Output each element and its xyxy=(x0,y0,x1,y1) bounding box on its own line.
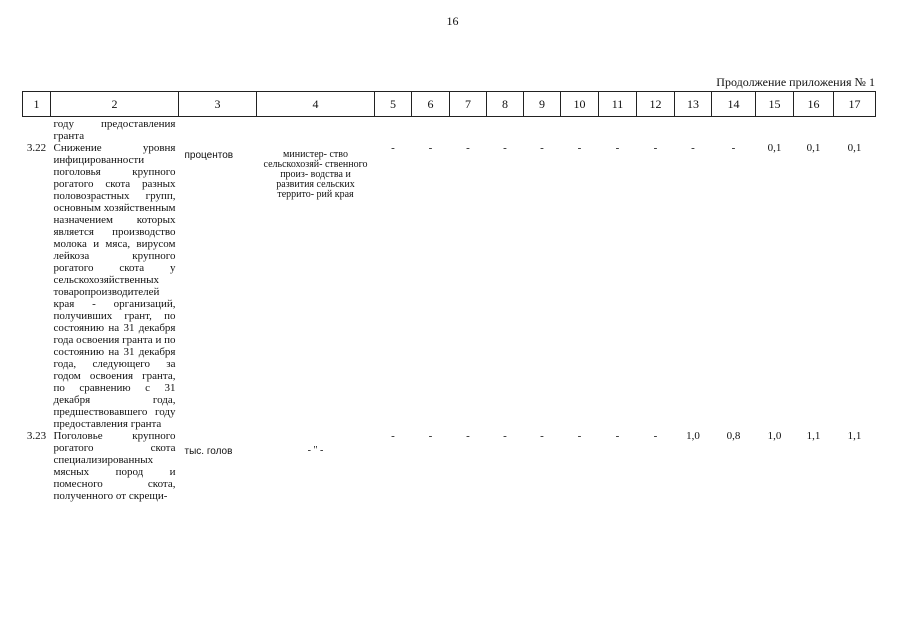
column-header: 10 xyxy=(561,92,599,117)
value-cell: - xyxy=(577,142,582,154)
indicator-name: году предоставления гранта xyxy=(53,118,176,142)
value-cell: 0,1 xyxy=(847,142,862,154)
value-cell: 1,0 xyxy=(767,430,782,442)
value-cell: - xyxy=(466,430,470,442)
executor-cell: министер- ство сельскохозяй- ственного произ- водства и развития сельских террито- рий края xyxy=(263,149,368,200)
column-numbers-row xyxy=(23,92,876,117)
value-cell: 0,1 xyxy=(767,142,782,154)
value-cell: - xyxy=(428,142,433,154)
value-cell: - xyxy=(391,142,395,154)
column-header: 15 xyxy=(756,92,794,117)
column-header: 12 xyxy=(637,92,675,117)
column-header: 4 xyxy=(257,92,375,117)
indicators-table xyxy=(22,91,876,502)
value-cell: 1,0 xyxy=(686,430,700,442)
value-cell: 0,1 xyxy=(806,142,821,154)
column-header: 8 xyxy=(487,92,524,117)
column-header: 17 xyxy=(834,92,876,117)
column-header: 7 xyxy=(450,92,487,117)
value-cell: - xyxy=(540,142,544,154)
page-number: 16 xyxy=(446,14,459,28)
unit-cell: процентов xyxy=(184,150,234,161)
table-row xyxy=(23,117,876,143)
table-row xyxy=(23,430,876,502)
value-cell: - xyxy=(503,142,507,154)
value-cell: - xyxy=(653,142,658,154)
value-cell: 1,1 xyxy=(806,430,821,442)
indicator-name: Снижение уровня инфицированности поголовья крупного рогатого скота разных половозрастных групп, основным хозяйственным назначением которых является производство молока и мяса, вирусом лейкоза крупного рогатого скота у сельскохозяйственных товаропроизводителей края - организаций, получивших грант, по состоянию на 31 декабря года освоения гранта и по состоянию на 31 декабря года, следующего за годом освоения гранта, по сравнению с 31 декабря года, предшествовавшего году предоставления гранта xyxy=(53,142,176,430)
column-header: 2 xyxy=(51,92,179,117)
value-cell: - xyxy=(615,430,620,442)
value-cell: - xyxy=(691,142,695,154)
unit-cell: тыс. голов xyxy=(184,446,233,457)
column-header: 16 xyxy=(794,92,834,117)
value-cell: - xyxy=(540,430,544,442)
indicator-name: Поголовье крупного рогатого скота специализированных мясных пород и помесного скота, полученного от скрещи- xyxy=(53,430,176,502)
column-header: 9 xyxy=(524,92,561,117)
value-cell: 1,1 xyxy=(847,430,862,442)
value-cell: - xyxy=(428,430,433,442)
value-cell: - xyxy=(503,430,507,442)
continuation-label: Продолжение приложения № 1 xyxy=(716,75,875,89)
executor-cell: - " - xyxy=(307,445,324,456)
value-cell: - xyxy=(577,430,582,442)
row-number: 3.23 xyxy=(26,430,47,442)
value-cell: - xyxy=(653,430,658,442)
table-row xyxy=(23,142,876,430)
column-header: 5 xyxy=(375,92,412,117)
column-header: 3 xyxy=(179,92,257,117)
value-cell: - xyxy=(466,142,470,154)
value-cell: - xyxy=(731,142,736,154)
row-number: 3.22 xyxy=(26,142,47,154)
value-cell: - xyxy=(615,142,620,154)
value-cell: - xyxy=(391,430,395,442)
column-header: 6 xyxy=(412,92,450,117)
column-header: 13 xyxy=(675,92,712,117)
column-header: 14 xyxy=(712,92,756,117)
value-cell: 0,8 xyxy=(726,430,741,442)
column-header: 11 xyxy=(599,92,637,117)
column-header: 1 xyxy=(23,92,51,117)
